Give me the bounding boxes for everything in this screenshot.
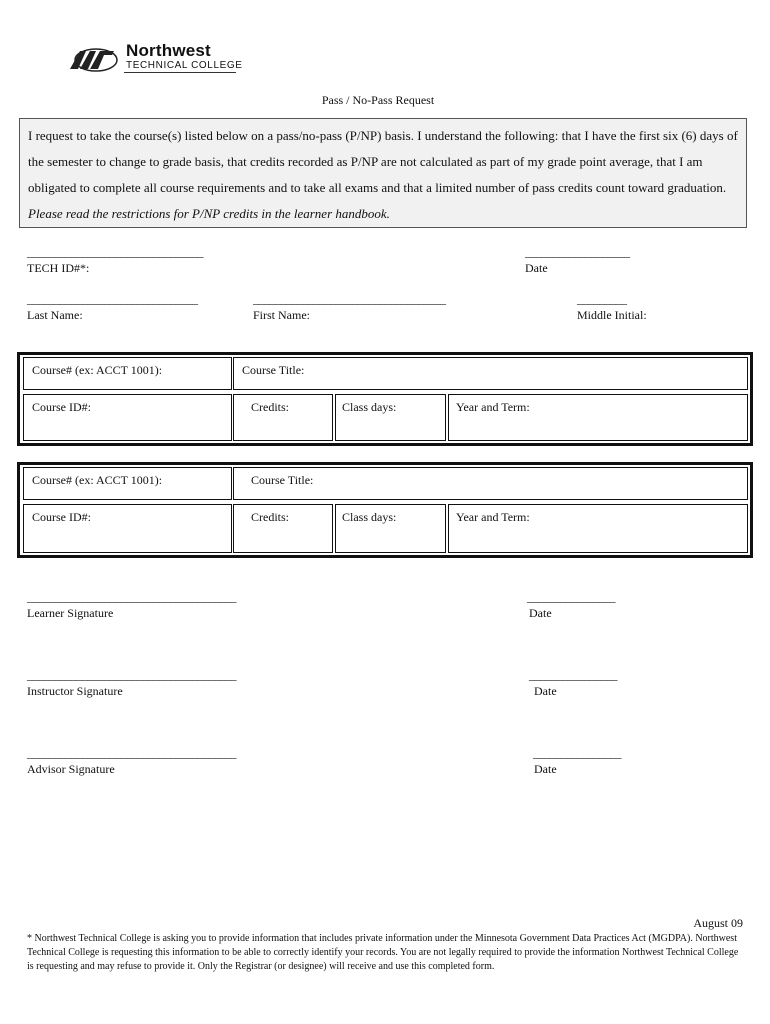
year-term-cell[interactable]: [448, 504, 748, 553]
course-id-cell[interactable]: [23, 394, 232, 441]
advisor-signature-field[interactable]: ______________________________________: [27, 746, 236, 760]
instructor-date-label: Date: [534, 684, 557, 698]
class-days-label: Class days:: [342, 510, 397, 524]
course-block-2: [17, 462, 753, 558]
credits-cell[interactable]: [233, 504, 333, 553]
course-title-cell[interactable]: [233, 467, 748, 500]
form-title: Pass / No-Pass Request: [321, 93, 435, 107]
college-name: Northwest: [126, 41, 211, 60]
first-name-label: First Name:: [253, 308, 310, 322]
last-name-label: Last Name:: [27, 308, 83, 322]
class-days-cell[interactable]: [335, 504, 446, 553]
learner-date-label: Date: [529, 606, 552, 620]
course-id-cell[interactable]: [23, 504, 232, 553]
learner-date-field[interactable]: ________________: [527, 590, 615, 604]
learner-signature-label: Learner Signature: [27, 606, 114, 620]
college-logo-icon: [66, 45, 118, 73]
college-subtitle: TECHNICAL COLLEGE: [126, 60, 243, 71]
advisor-date-label: Date: [534, 762, 557, 776]
course-number-label: Course# (ex: ACCT 1001):: [32, 473, 163, 487]
credits-cell[interactable]: [233, 394, 333, 441]
tech-id-field[interactable]: ________________________________: [27, 245, 203, 259]
revision-date: August 09: [693, 916, 743, 930]
middle-initial-label: Middle Initial:: [577, 308, 647, 322]
course-title-label: Course Title:: [251, 473, 314, 487]
first-name-field[interactable]: ___________________________________: [253, 292, 446, 306]
course-number-label: Course# (ex: ACCT 1001):: [32, 363, 163, 377]
intro-box: [19, 118, 747, 228]
course-id-label: Course ID#:: [32, 400, 91, 414]
advisor-signature-label: Advisor Signature: [27, 762, 115, 776]
course-number-cell[interactable]: [23, 467, 232, 500]
year-term-cell[interactable]: [448, 394, 748, 441]
date-label: Date: [525, 261, 548, 275]
course-title-label: Course Title:: [242, 363, 305, 377]
course-title-cell[interactable]: [233, 357, 748, 390]
privacy-footnote: * Northwest Technical College is asking you to provide information that includes private information under the Minnesota Government Data Practices Act (MGDPA). Northwest Technical College is requesting this information to be able to correctly identify your records. You are not legally required to provide the information Northwest Technical College is requesting and may refuse to provide it. Only the Registrar (or designee) will receive and use this completed form.: [27, 933, 739, 972]
learner-signature-field[interactable]: ______________________________________: [27, 590, 236, 604]
class-days-cell[interactable]: [335, 394, 446, 441]
instructor-signature-field[interactable]: ______________________________________: [27, 668, 236, 682]
intro-text: I request to take the course(s) listed below on a pass/no-pass (P/NP) basis. I understand the following: that I have the first six (6) days of the semester to change to grade basis, that credits recorded as P/NP are not calculated as part of my grade point average, that I am obligated to complete all course requirements and to take all exams and that a limited number of pass credits count toward graduation.: [28, 128, 738, 195]
last-name-field[interactable]: _______________________________: [27, 292, 198, 306]
credits-label: Credits:: [251, 400, 289, 414]
instructor-signature-label: Instructor Signature: [27, 684, 123, 698]
date-field[interactable]: ___________________: [525, 245, 630, 259]
instructor-date-field[interactable]: ________________: [529, 668, 617, 682]
middle-initial-field[interactable]: _________: [577, 292, 627, 306]
logo-divider: [124, 72, 236, 73]
intro-emphasis: Please read the restrictions for P/NP credits in the learner handbook.: [28, 206, 390, 221]
course-block-1: [17, 352, 753, 446]
course-id-label: Course ID#:: [32, 510, 91, 524]
advisor-date-field[interactable]: ________________: [533, 746, 621, 760]
tech-id-label: TECH ID#*:: [27, 261, 90, 275]
course-number-cell[interactable]: [23, 357, 232, 390]
credits-label: Credits:: [251, 510, 289, 524]
year-term-label: Year and Term:: [456, 400, 530, 414]
class-days-label: Class days:: [342, 400, 397, 414]
year-term-label: Year and Term:: [456, 510, 530, 524]
